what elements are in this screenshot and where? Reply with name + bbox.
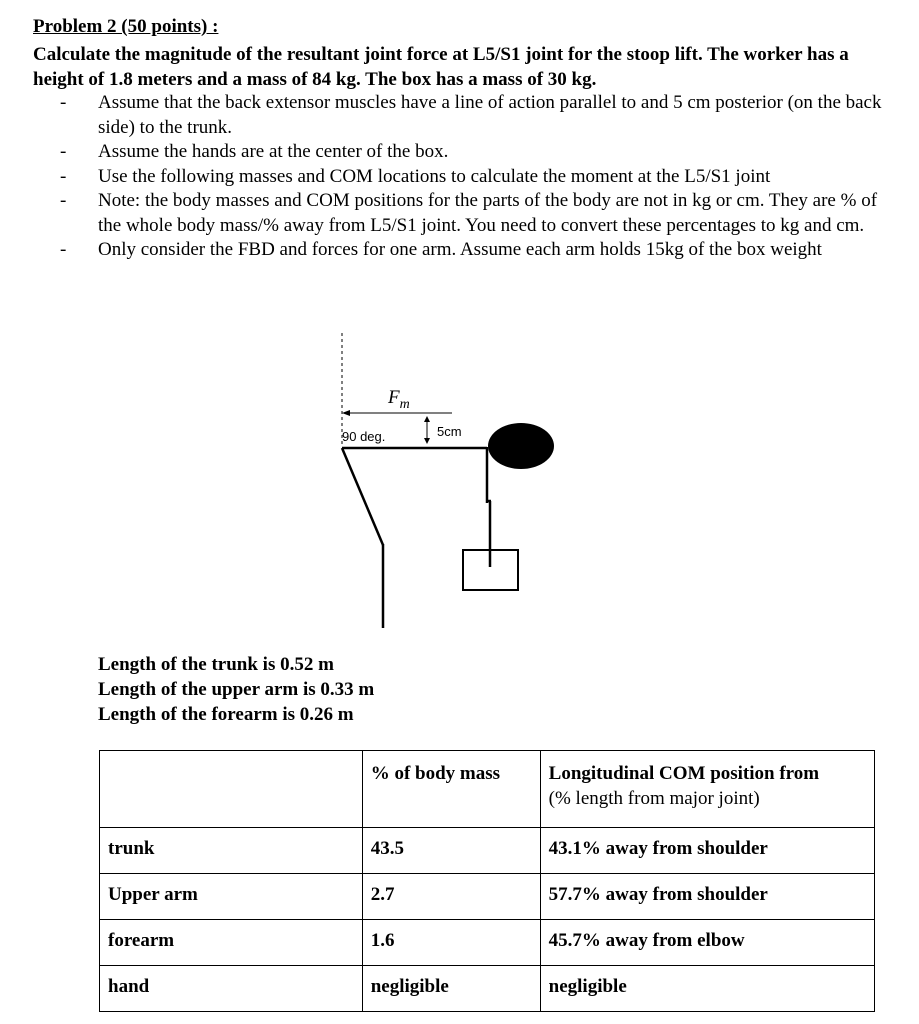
list-item [60, 140, 890, 165]
bullet-text: Only consider the FBD and forces for one arm. Assume each arm holds 15kg of the box weight [98, 239, 822, 260]
segment-name: Upper arm [100, 874, 363, 920]
segment-com: negligible [540, 966, 874, 1012]
bullet-dash: - [60, 141, 67, 162]
upper-arm-length: Length of the upper arm is 0.33 m [98, 679, 375, 700]
forearm-length: Length of the forearm is 0.26 m [98, 704, 354, 725]
trunk-length: Length of the trunk is 0.52 m [98, 654, 334, 675]
segment-name: forearm [100, 920, 363, 966]
table-row [100, 920, 875, 966]
table-row [100, 874, 875, 920]
bullet-dash: - [60, 239, 67, 260]
segment-com: 57.7% away from shoulder [540, 874, 874, 920]
bullet-text: Assume that the back extensor muscles have a line of action parallel to and 5 cm posterior (on the back side) to the trunk. [98, 92, 882, 138]
offset-arrowhead-down [424, 438, 430, 444]
thigh-segment [342, 448, 383, 545]
problem-heading: Problem 2 (50 points) : [33, 16, 219, 37]
table-row [100, 966, 875, 1012]
list-item [60, 91, 890, 140]
list-item [60, 238, 890, 263]
segment-com: 45.7% away from elbow [540, 920, 874, 966]
table-row [100, 828, 875, 874]
segment-com: 43.1% away from shoulder [540, 828, 874, 874]
segment-mass: negligible [362, 966, 540, 1012]
segment-mass: 2.7 [362, 874, 540, 920]
stoop-lift-diagram [300, 325, 600, 635]
bullet-text: Note: the body masses and COM positions for the parts of the body are not in kg or cm. They are % of the whole body mass/% away from L5/S1 joint. You need to convert these percentages to kg and cm. [98, 190, 878, 236]
list-item [60, 165, 890, 190]
bullet-dash: - [60, 165, 67, 187]
header-com-sub: (% length from major joint) [548, 788, 760, 809]
segment-lengths [98, 652, 374, 727]
force-label-main: F [388, 387, 400, 408]
bullet-dash: - [60, 190, 67, 211]
segment-mass: 43.5 [362, 828, 540, 874]
header-body-mass: % of body mass [362, 751, 540, 828]
header-segment [100, 751, 363, 828]
offset-arrowhead-up [424, 416, 430, 422]
bullet-text: Use the following masses and COM locations to calculate the moment at the L5/S1 joint [98, 165, 771, 187]
force-label-sub: m [399, 397, 410, 412]
bullet-dash: - [60, 92, 67, 113]
list-item [60, 189, 890, 238]
assumptions-list [60, 91, 890, 263]
header-com-main: Longitudinal COM position from [548, 763, 820, 784]
segment-mass: 1.6 [362, 920, 540, 966]
angle-label: 90 deg. [342, 429, 386, 444]
segment-name: hand [100, 966, 363, 1012]
problem-question: Calculate the magnitude of the resultant joint force at L5/S1 joint for the stoop lift. The worker has a height of 1.8 meters and a mass of 84 kg. The box has a mass of 30 kg. [33, 44, 849, 90]
header-com-position [540, 751, 874, 828]
segment-parameters-table [99, 750, 875, 1012]
head [488, 423, 554, 469]
muscle-force-arrowhead [342, 410, 350, 416]
force-label [387, 387, 410, 412]
offset-label: 5cm [437, 424, 462, 439]
bullet-text: Assume the hands are at the center of the box. [98, 141, 449, 162]
table-header-row [100, 751, 875, 828]
segment-name: trunk [100, 828, 363, 874]
